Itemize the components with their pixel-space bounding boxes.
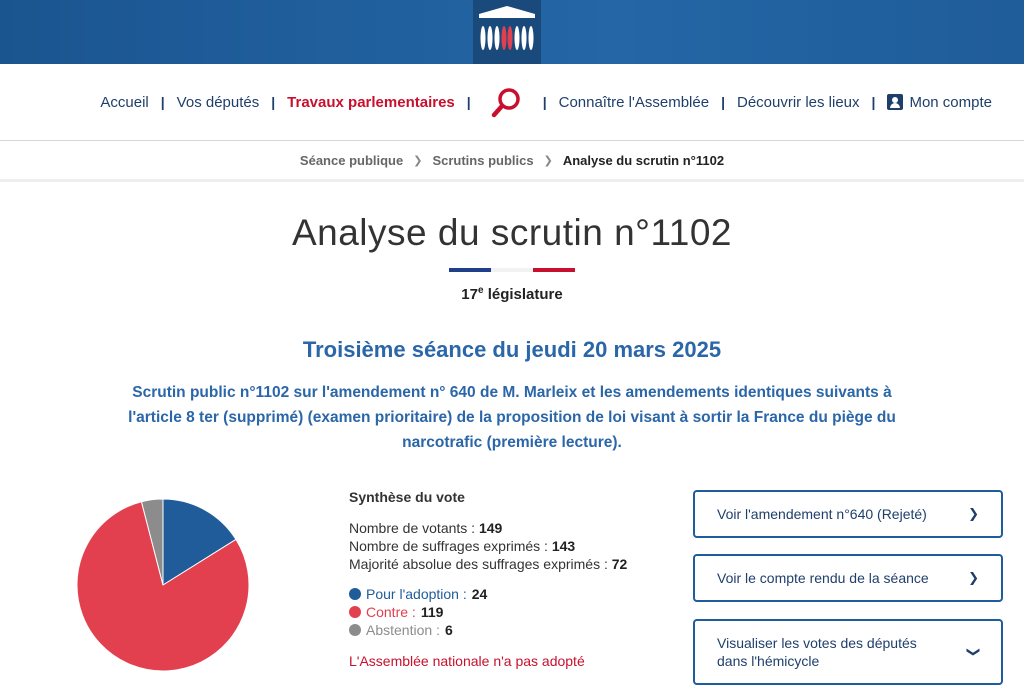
vote-legend [349,585,627,639]
chevron-right-icon: ❯ [968,570,979,585]
nav-separator: | [721,94,725,110]
legend-abstention: Abstention : 6 [349,621,627,639]
nav-accueil[interactable]: Accueil [100,93,149,111]
nav-connaitre-assemblee[interactable]: Connaître l'Assemblée [558,93,710,111]
nav-travaux-parlementaires[interactable]: Travaux parlementaires [287,93,455,111]
breadcrumb [0,141,1024,182]
voir-compte-rendu-label: Voir le compte rendu de la séance [717,570,929,586]
legislature: 17e législature [461,285,563,303]
legend-contre: Contre : 119 [349,603,627,621]
breadcrumb-seance-publique[interactable]: Séance publique [299,152,404,168]
breadcrumb-scrutins-publics[interactable]: Scrutins publics [432,152,534,168]
breadcrumb-current: Analyse du scrutin n°1102 [562,152,725,168]
visualiser-hemicycle-button[interactable] [693,619,1003,685]
tricolor-divider [449,268,575,272]
seance-title: Troisième séance du jeudi 20 mars 2025 [302,337,722,362]
nav-separator: | [271,94,276,110]
nav-separator: | [160,94,165,110]
search-icon[interactable] [471,86,543,118]
nav-vos-deputes[interactable]: Vos députés [176,93,260,111]
nav-decouvrir-lieux[interactable]: Découvrir les lieux [736,93,860,111]
exprimes-row: Nombre de suffrages exprimés : 143 [349,538,576,554]
top-banner [0,0,1024,64]
legend-dot [349,624,361,636]
account-label: Mon compte [909,93,992,111]
account-link[interactable] [875,94,1004,111]
nav-separator: | [542,94,547,110]
scrutin-description: Scrutin public n°1102 sur l'amendement n° 640 de M. Marleix et les amendements identiques suivants à l'article 8 ter (supprimé) (examen prioritaire) de la proposition de loi visant à sortir la France du piège du narcotrafic (première lecture). [128,384,896,451]
chevron-right-icon: ❯ [543,154,553,167]
assemblee-logo[interactable] [473,0,541,64]
legend-dot [349,588,361,600]
majorite-row: Majorité absolue des suffrages exprimés : 72 [349,556,628,572]
chevron-down-icon: ❯ [966,646,982,658]
voir-amendement-label: Voir l'amendement n°640 (Rejeté) [717,506,927,522]
vote-synthesis [349,489,627,669]
synthesis-title: Synthèse du vote [349,489,465,505]
chevron-right-icon: ❯ [413,154,423,167]
visualiser-hemicycle-label: Visualiser les votes des députés dans l'hémicycle [717,635,917,669]
vote-pie-chart [76,498,250,672]
nav-separator: | [466,94,471,110]
user-icon [887,94,903,110]
votants-row: Nombre de votants : 149 [349,520,503,536]
page-title: Analyse du scrutin n°1102 [291,212,733,253]
voir-amendement-button[interactable] [693,490,1003,538]
nav-separator: | [871,94,876,110]
vote-verdict: L'Assemblée nationale n'a pas adopté [349,653,585,669]
legend-pour: Pour l'adoption : 24 [349,585,627,603]
chevron-right-icon: ❯ [968,506,979,521]
voir-compte-rendu-button[interactable] [693,554,1003,602]
main-nav [0,64,1024,141]
legend-dot [349,606,361,618]
